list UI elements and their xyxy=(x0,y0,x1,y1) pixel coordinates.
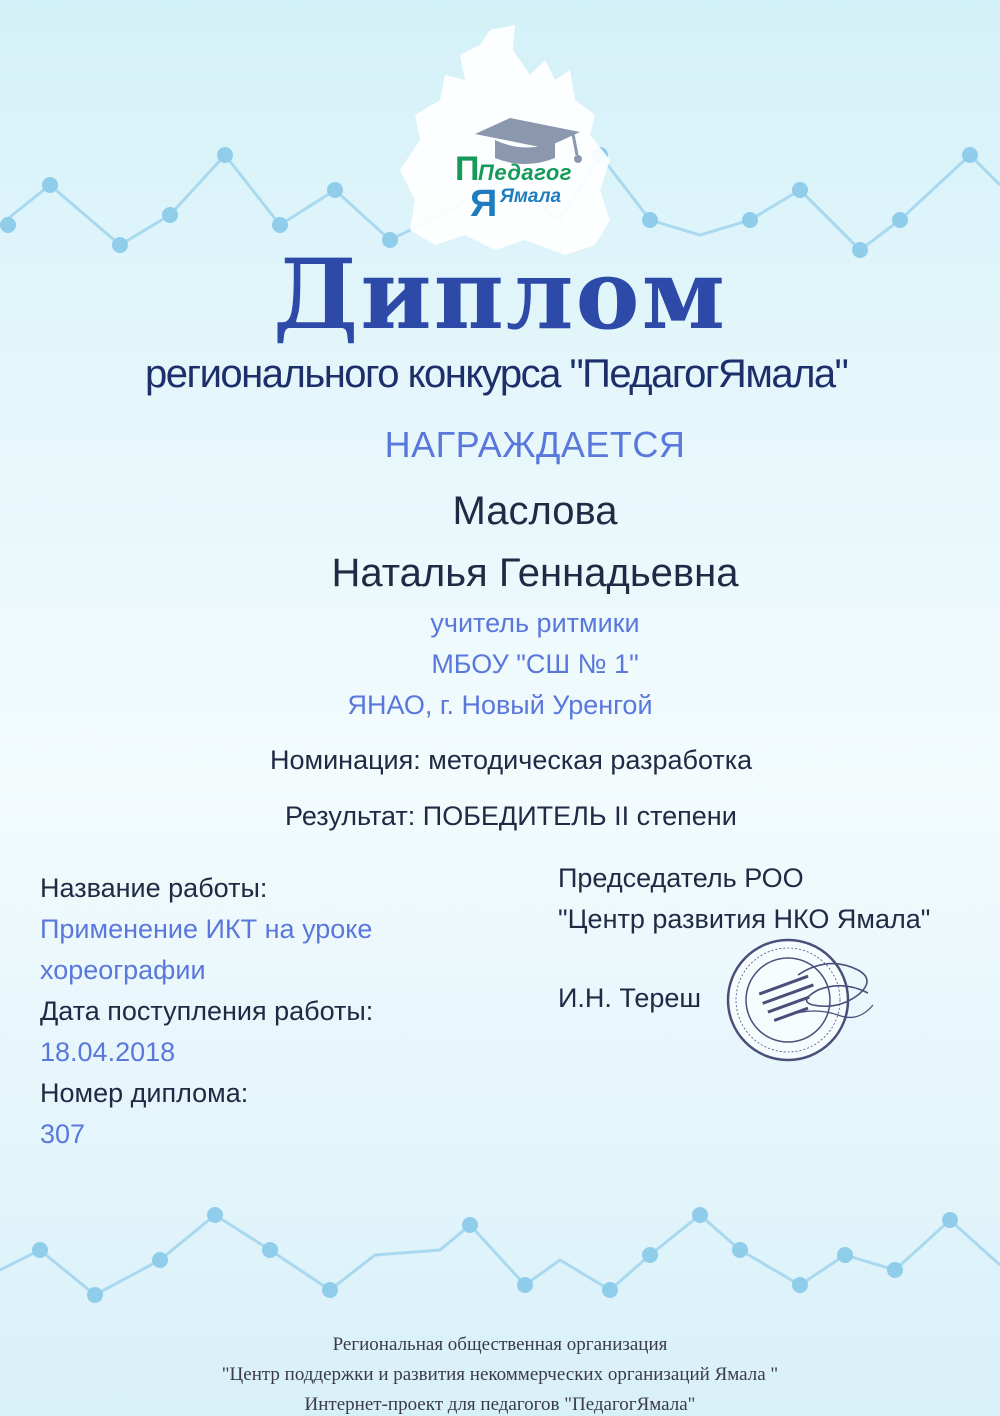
logo-letter-ya: Я xyxy=(470,183,498,225)
recipient-surname: Маслова xyxy=(452,489,618,533)
logo-text-pedagog: Педагог xyxy=(478,160,573,185)
recipient-name: Наталья Геннадьевна xyxy=(331,551,739,595)
recipient-position: учитель ритмики xyxy=(430,608,640,638)
footer-line-1: Региональная общественная организация xyxy=(332,1334,668,1355)
awarded-label: НАГРАЖДАЕТСЯ xyxy=(384,424,686,465)
diploma-title: Диплом xyxy=(273,238,727,351)
work-title-line1: Применение ИКТ на уроке xyxy=(40,914,373,944)
signer-name: И.Н. Тереш xyxy=(558,983,702,1013)
official-stamp xyxy=(718,935,878,1065)
diploma-number-value: 307 xyxy=(40,1119,86,1149)
recipient-school: МБОУ "СШ № 1" xyxy=(431,649,639,679)
date-label: Дата поступления работы: xyxy=(40,996,374,1026)
nomination: Номинация: методическая разработка xyxy=(270,745,753,775)
work-title-label: Название работы: xyxy=(40,873,268,903)
contest-subtitle: регионального конкурса "ПедагогЯмала" xyxy=(145,352,848,396)
diploma-number-label: Номер диплома: xyxy=(40,1078,249,1108)
chairman-block xyxy=(558,858,978,940)
result: Результат: ПОБЕДИТЕЛЬ II степени xyxy=(285,801,737,831)
footer-line-2: "Центр поддержки и развития некоммерческих организаций Ямала " xyxy=(221,1364,779,1385)
recipient-location: ЯНАО, г. Новый Уренгой xyxy=(347,690,653,720)
logo-letter-p: П xyxy=(455,150,480,188)
chairman-organization: "Центр развития НКО Ямала" xyxy=(558,904,931,934)
footer-line-3: Интернет-проект для педагогов "ПедагогЯмала" xyxy=(304,1394,696,1415)
logo-text-yamala: Ямала xyxy=(500,186,562,207)
bottom-zigzag-decoration xyxy=(0,1190,1000,1330)
work-title-line2: хореографии xyxy=(40,955,206,985)
chairman-title: Председатель РОО xyxy=(558,863,804,893)
work-details xyxy=(40,868,460,1155)
date-value: 18.04.2018 xyxy=(40,1037,176,1067)
